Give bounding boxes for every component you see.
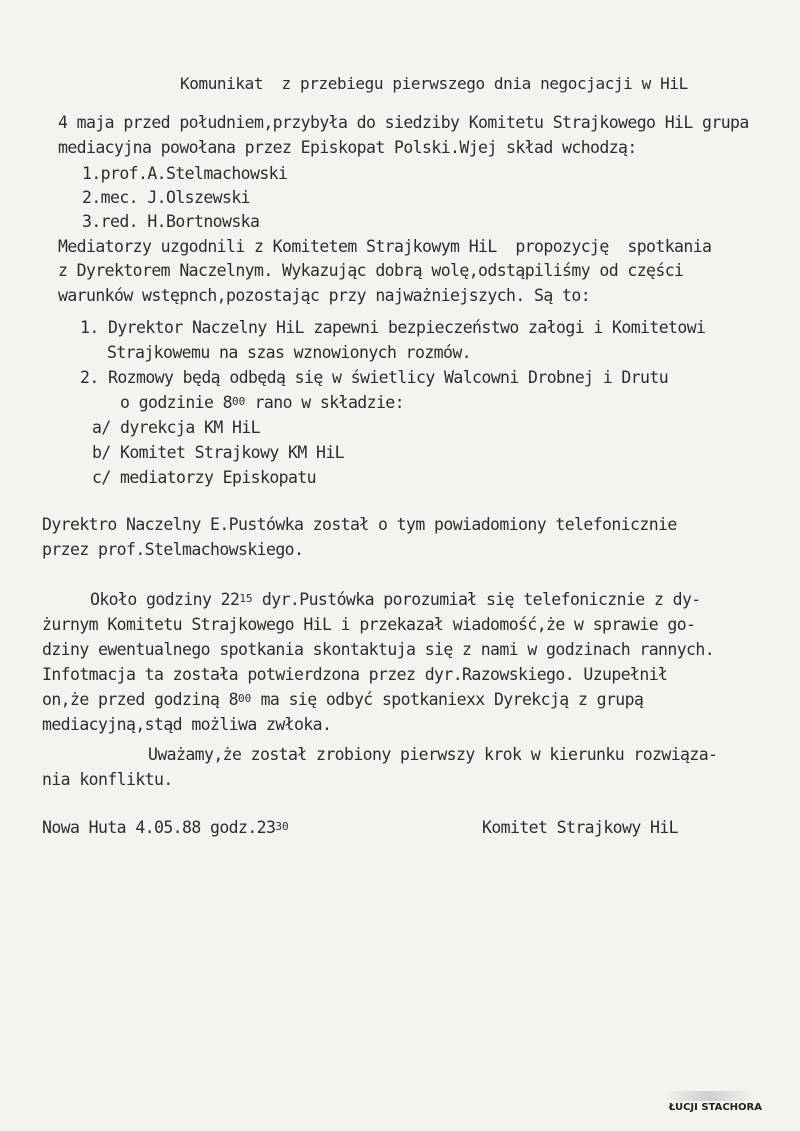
member-1: 1.prof.A.Stelmachowski <box>82 164 288 183</box>
member-3: 3.red. H.Bortnowska <box>82 212 260 231</box>
time-superscript: 15 <box>239 592 253 605</box>
party-a: a/ dyrekcja KM HiL <box>92 418 261 437</box>
agreement-line-1: Mediatorzy uzgodnili z Komitetem Strajkowym HiL propozycję spotkania <box>58 237 712 256</box>
signature: Komitet Strajkowy HiL <box>482 818 679 837</box>
party-c: c/ mediatorzy Episkopatu <box>92 468 317 487</box>
conclusion-line-2: nia konfliktu. <box>42 770 173 789</box>
intro-line-2: mediacyjna powołana przez Episkopat Polski.Wjej skład wchodzą: <box>58 138 637 157</box>
conclusion-line-1: Uważamy,że został zrobiony pierwszy krok w kierunku rozwiąza- <box>148 745 718 764</box>
stamp-text: ŁUCJI STACHORA <box>668 1102 762 1113</box>
condition-1-line-2: Strajkowemu na szas wznowionych rozmów. <box>107 343 472 362</box>
agreement-line-3: warunków wstępnch,pozostając przy najważniejszych. Są to: <box>58 286 591 305</box>
document-title: Komunikat z przebiegu pierwszego dnia negocjacji w HiL <box>180 74 688 93</box>
stamp-smudge <box>664 1091 754 1101</box>
intro-line-1: 4 maja przed południem,przybyła do siedziby Komitetu Strajkowego HiL grupa <box>58 113 749 132</box>
condition-1-line-1: 1. Dyrektor Naczelny HiL zapewni bezpieczeństwo załogi i Komitetowi <box>80 318 706 337</box>
phone-line-5: on,że przed godziną $8^{00}$ ma się odbyć spotkaniexx Dyrekcją z grupą <box>42 690 644 709</box>
agreement-line-2: z Dyrektorem Naczelnym. Wykazując dobrą wolę,odstąpiliśmy od części <box>58 261 684 280</box>
condition-2-line-2: o godzinie $8^{00}$ rano w składzie: <box>120 393 404 412</box>
notice-line-2: przez prof.Stelmachowskiego. <box>42 540 304 559</box>
time-superscript: 00 <box>238 692 252 705</box>
phone-line-3: dziny ewentualnego spotkania skontaktuja się z nami w godzinach rannych. <box>42 640 715 659</box>
member-2: 2.mec. J.Olszewski <box>82 188 251 207</box>
corner-stamp <box>647 1085 762 1119</box>
phone-line-6: mediacyjną,stąd możliwa zwłoka. <box>42 715 332 734</box>
notice-line-1: Dyrektro Naczelny E.Pustówka został o tym powiadomiony telefonicznie <box>42 515 677 534</box>
time-superscript: 30 <box>275 820 289 833</box>
phone-line-2: żurnym Komitetu Strajkowego HiL i przekazał wiadomość,że w sprawie go- <box>42 615 696 634</box>
party-b: b/ Komitet Strajkowy KM HiL <box>92 443 345 462</box>
phone-line-4: Infotmacja ta została potwierdzona przez dyr.Razowskiego. Uzupełnił <box>42 665 668 684</box>
place-date: Nowa Huta 4.05.88 $godz.23^{30}$ <box>42 818 289 837</box>
time-superscript: 00 <box>232 395 246 408</box>
phone-line-1: Około godziny $22^{15}$ dyr.Pustówka porozumiał się telefonicznie z dy- <box>90 590 701 609</box>
condition-2-line-1: 2. Rozmowy będą odbędą się w świetlicy Walcowni Drobnej i Drutu <box>80 368 669 387</box>
